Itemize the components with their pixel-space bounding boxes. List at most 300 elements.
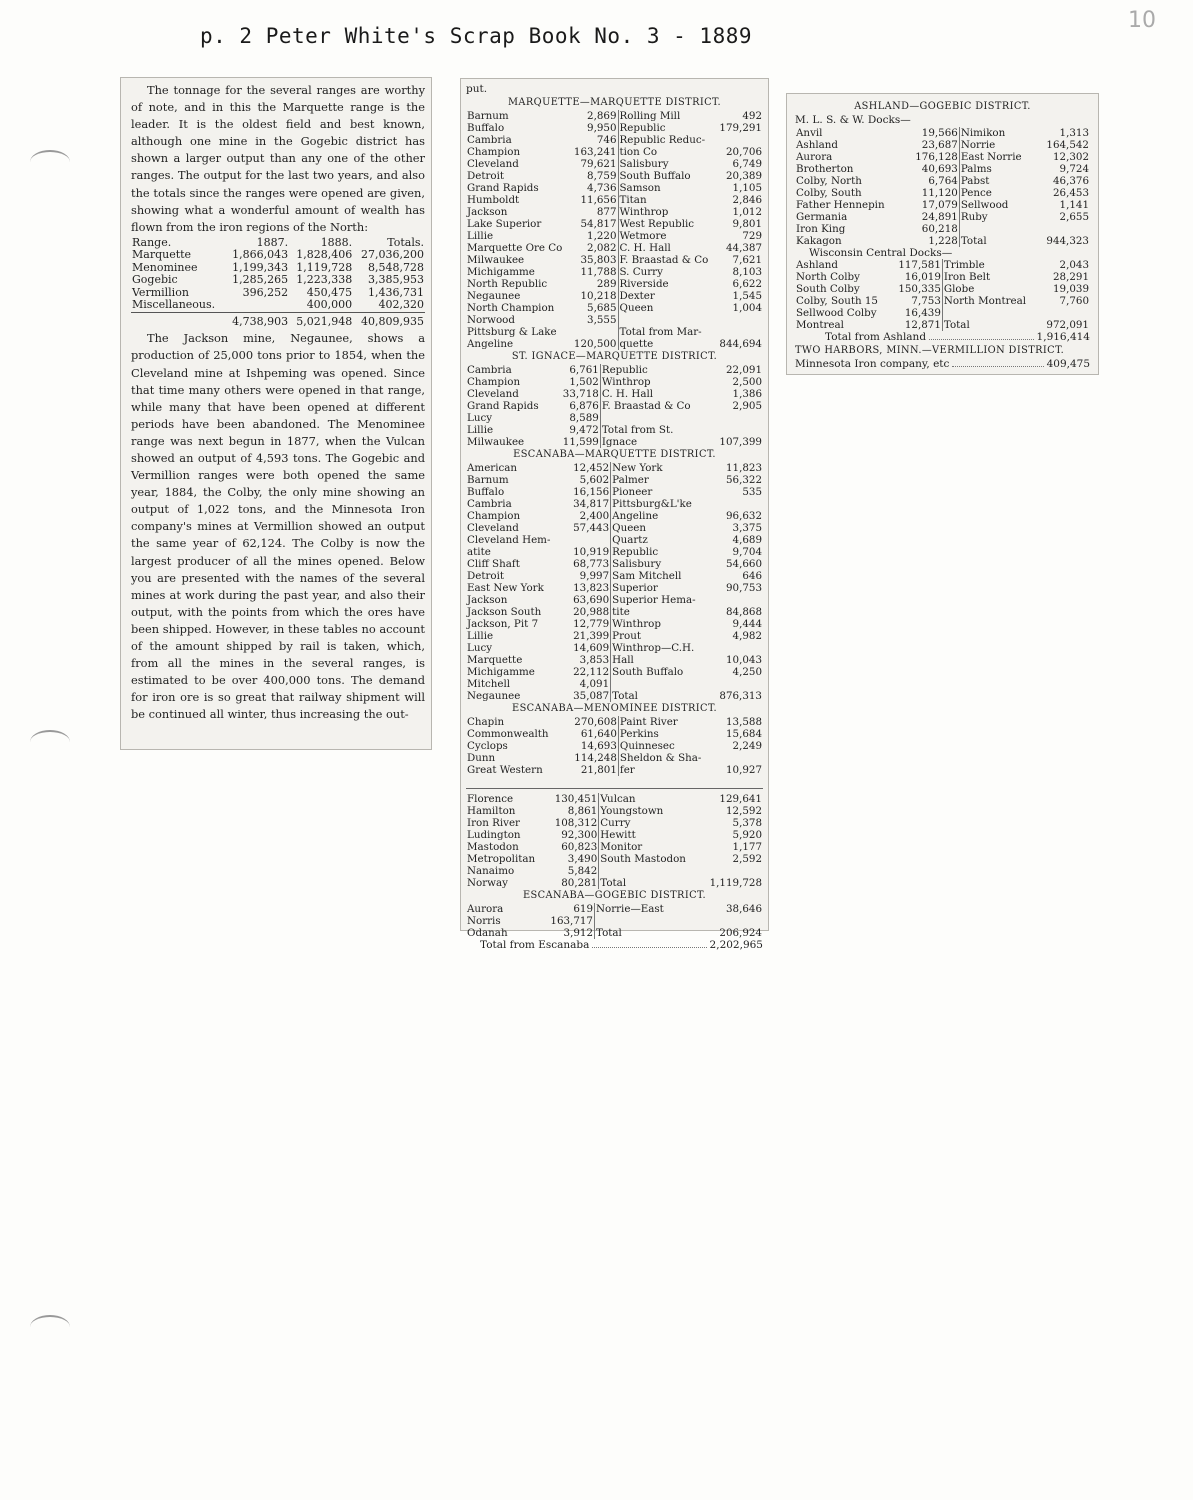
district-heading: ESCANABA—MENOMINEE DISTRICT. <box>512 702 717 714</box>
mine-name-cell: C. H. Hall <box>601 387 654 400</box>
mine-tonnage-cell: 5,920 <box>732 828 762 841</box>
docks-label: Wisconsin Central Docks— <box>809 246 953 259</box>
mine-name-cell: Cambria <box>467 133 512 146</box>
mine-row <box>795 223 1090 235</box>
range-value-cell: 1,866,043 <box>232 248 289 262</box>
mine-name-cell: Pabst <box>960 174 990 187</box>
mine-tonnage-cell: 84,868 <box>725 605 762 618</box>
mine-tonnage-cell: 844,694 <box>719 337 762 350</box>
mine-name-cell: Queen <box>619 301 654 314</box>
mine-table <box>466 903 763 939</box>
mine-name-cell: Grand Rapids <box>467 181 539 194</box>
mine-tonnage-cell: 9,997 <box>566 570 611 582</box>
mine-tonnage-cell: 63,690 <box>566 594 611 606</box>
mine-name-cell: Superior Hema- <box>612 593 696 606</box>
mine-tonnage-cell: 8,861 <box>547 805 599 817</box>
mine-row <box>466 522 763 534</box>
range-value-cell: 396,252 <box>242 285 289 299</box>
mine-name-cell: Total <box>600 876 627 889</box>
range-value-cell: 40,809,935 <box>353 312 425 328</box>
mine-table <box>795 127 1090 247</box>
mine-tonnage-cell: 270,608 <box>565 716 618 728</box>
mine-tonnage-cell: 646 <box>742 569 762 582</box>
mine-name-cell: Aurora <box>467 902 504 915</box>
mine-tonnage-cell <box>711 642 763 654</box>
mine-name-cell <box>611 678 711 690</box>
mine-tonnage-cell: 96,632 <box>725 509 762 522</box>
mine-name-cell: Winthrop <box>619 205 669 218</box>
clipping-shipments <box>460 78 769 951</box>
mine-name-cell: Lillie <box>467 423 494 436</box>
mine-row <box>795 283 1090 295</box>
mine-name-cell: atite <box>467 545 491 558</box>
mine-name-cell: Cleveland <box>467 387 519 400</box>
range-name-cell: Marquette <box>132 248 192 262</box>
mine-name-cell: Palmer <box>612 473 649 486</box>
mine-tonnage-cell: 1,004 <box>732 301 762 314</box>
mine-tonnage-cell: 92,300 <box>547 829 599 841</box>
mine-row <box>466 805 763 817</box>
mine-tonnage-cell: 729 <box>742 229 762 242</box>
mine-row <box>466 817 763 829</box>
mine-row <box>466 424 763 436</box>
mine-tonnage-cell: 7,760 <box>1059 295 1089 307</box>
mine-name-cell: Total <box>596 926 622 939</box>
mine-row <box>466 206 763 218</box>
mine-name-cell: Colby, South <box>796 186 862 199</box>
mine-tonnage-cell: 5,378 <box>732 816 762 829</box>
ashland-total <box>795 331 1090 344</box>
mine-name-cell: North Republic <box>467 277 548 290</box>
clipping-ashland <box>786 93 1099 375</box>
range-value-cell: 1,285,265 <box>232 273 289 287</box>
mine-name-cell: Jackson, Pit 7 <box>467 617 539 630</box>
mine-tonnage-cell: 68,773 <box>566 558 611 570</box>
ashland-total-value: 1,916,414 <box>1036 331 1090 343</box>
mine-tonnage-cell: 4,736 <box>570 182 618 194</box>
mine-tonnage-cell: 54,660 <box>725 557 762 570</box>
mine-tonnage-cell: 61,640 <box>565 728 618 740</box>
mine-name-cell: Cambria <box>467 363 512 376</box>
mine-name-cell: Milwaukee <box>467 435 525 448</box>
range-value-cell <box>225 299 289 312</box>
mine-tonnage-cell: 35,803 <box>570 254 618 266</box>
range-value-cell: 1,436,731 <box>368 285 424 299</box>
mine-table <box>795 259 1090 331</box>
mine-tonnage-cell: 9,444 <box>732 617 762 630</box>
mine-name-cell: Angeline <box>612 509 659 522</box>
minnesota-value: 409,475 <box>1046 358 1090 370</box>
mine-row <box>466 546 763 558</box>
mine-name-cell: Norwood <box>467 313 515 326</box>
mine-name-cell: Hall <box>612 653 634 666</box>
ashland-total-label: Total from Ashland <box>825 331 927 343</box>
mine-name-cell: Cliff Shaft <box>467 557 520 570</box>
mine-tonnage-cell: 2,400 <box>566 510 611 522</box>
mine-tonnage-cell: 24,891 <box>905 211 960 223</box>
mine-row <box>466 400 763 412</box>
mine-tonnage-cell: 6,761 <box>554 364 600 376</box>
mine-tonnage-cell: 944,323 <box>1046 234 1089 247</box>
mine-name-cell: Mitchell <box>467 677 511 690</box>
mine-tonnage-cell <box>715 314 763 326</box>
mine-name-cell: Sellwood <box>960 198 1009 211</box>
mine-name-cell: West Republic <box>619 217 695 230</box>
mine-tonnage-cell: 20,988 <box>566 606 611 618</box>
mine-tonnage-cell: 54,817 <box>570 218 618 230</box>
mine-tonnage-cell: 6,876 <box>554 400 600 412</box>
mine-tonnage-cell: 33,718 <box>554 388 600 400</box>
mine-row <box>795 211 1090 223</box>
mine-row <box>466 302 763 314</box>
mine-name-cell: Lillie <box>467 229 494 242</box>
mine-tonnage-cell: 16,439 <box>891 307 942 319</box>
mine-name-cell: Youngstown <box>600 804 664 817</box>
range-total-row <box>131 312 425 328</box>
mine-name-cell: South Buffalo <box>619 169 691 182</box>
mine-name-cell: Mastodon <box>467 840 519 853</box>
mine-tonnage-cell: 4,982 <box>732 629 762 642</box>
district-heading: TWO HARBORS, MINN.—VERMILLION DISTRICT. <box>795 345 1065 356</box>
mine-tonnage-cell: 16,156 <box>566 486 611 498</box>
mine-tonnage-cell: 44,387 <box>725 241 762 254</box>
mine-tonnage-cell: 6,749 <box>732 157 762 170</box>
mine-tonnage-cell: 9,724 <box>1059 162 1089 175</box>
mine-name-cell: Quinnesec <box>619 739 675 752</box>
district-heading: ESCANABA—GOGEBIC DISTRICT. <box>523 889 706 901</box>
mine-tonnage-cell <box>711 678 763 690</box>
mine-name-cell <box>595 915 698 927</box>
range-name-cell <box>131 312 225 328</box>
mine-tonnage-cell: 6,622 <box>732 277 762 290</box>
mine-tonnage-cell: 13,588 <box>725 715 762 728</box>
mine-tonnage-cell: 79,621 <box>570 158 618 170</box>
mine-name-cell: Total <box>943 319 970 331</box>
mine-tonnage-cell: 163,717 <box>528 915 594 927</box>
mine-row <box>466 290 763 302</box>
mine-name-cell: Titan <box>619 193 647 206</box>
mine-name-cell: Nanaimo <box>467 864 515 877</box>
mine-name-cell: Sellwood Colby <box>796 307 877 319</box>
mine-row <box>466 740 763 752</box>
mine-name-cell: Ludington <box>467 828 521 841</box>
mine-name-cell: South Buffalo <box>612 665 684 678</box>
mine-row <box>466 498 763 510</box>
mine-name-cell: Colby, South 15 <box>796 295 878 307</box>
mine-tonnage-cell: 2,869 <box>570 110 618 122</box>
mine-tonnage-cell: 1,502 <box>554 376 600 388</box>
mine-tonnage-cell: 21,399 <box>566 630 611 642</box>
mine-tonnage-cell: 4,091 <box>566 678 611 690</box>
mine-name-cell: North Montreal <box>943 295 1027 307</box>
mine-row <box>795 259 1090 271</box>
mine-tonnage-cell: 4,689 <box>732 533 762 546</box>
mine-tonnage-cell: 5,602 <box>566 474 611 486</box>
mine-tonnage-cell: 22,112 <box>566 666 611 678</box>
mine-name-cell: Total <box>960 234 987 247</box>
mine-tonnage-cell: 164,542 <box>1046 138 1089 151</box>
district-heading: ESCANABA—MARQUETTE DISTRICT. <box>513 448 716 460</box>
mine-row <box>466 618 763 630</box>
mine-name-cell: Buffalo <box>467 121 505 134</box>
mine-name-cell: S. Curry <box>619 265 663 278</box>
mine-row <box>466 158 763 170</box>
mine-tonnage-cell: 877 <box>570 206 618 218</box>
mine-row <box>466 865 763 877</box>
mine-name-cell: Kakagon <box>796 234 842 247</box>
range-value-cell: 1,828,406 <box>296 248 353 262</box>
mine-tonnage-cell: 56,322 <box>725 473 762 486</box>
mine-tonnage-cell: 19,039 <box>1052 283 1089 295</box>
mine-row <box>466 122 763 134</box>
mine-tonnage-cell: 1,177 <box>732 840 762 853</box>
mine-tonnage-cell: 2,905 <box>732 399 762 412</box>
mine-name-cell: Buffalo <box>467 485 505 498</box>
mine-name-cell: Commonwealth <box>467 727 549 740</box>
mine-name-cell: Humboldt <box>467 193 520 206</box>
mine-name-cell: Pittsburg & Lake <box>467 325 557 338</box>
mine-tonnage-cell: 19,566 <box>905 127 960 139</box>
mine-name-cell: East New York <box>467 581 544 594</box>
mine-row <box>466 194 763 206</box>
mine-tonnage-cell: 21,801 <box>565 764 618 776</box>
mine-name-cell: Hewitt <box>600 828 636 841</box>
mine-tonnage-cell <box>570 326 618 338</box>
mine-tonnage-cell <box>715 134 763 146</box>
mine-tonnage-cell: 14,609 <box>566 642 611 654</box>
mine-tonnage-cell: 90,753 <box>725 581 762 594</box>
mine-table <box>466 462 763 702</box>
mine-name-cell: Republic <box>612 545 659 558</box>
mine-name-cell: Prout <box>612 629 641 642</box>
range-value-cell: 3,385,953 <box>368 273 424 287</box>
district-heading: ASHLAND—GOGEBIC DISTRICT. <box>854 101 1031 112</box>
mine-tonnage-cell: 1,119,728 <box>709 876 762 889</box>
mine-name-cell: quette <box>619 337 654 350</box>
mine-tonnage-cell: 5,842 <box>547 865 599 877</box>
mine-name-cell: New York <box>612 461 663 474</box>
mine-row <box>795 151 1090 163</box>
mine-row <box>466 829 763 841</box>
mine-name-cell: Lake Superior <box>467 217 542 230</box>
mine-tonnage-cell: 9,950 <box>570 122 618 134</box>
mine-tonnage-cell: 11,120 <box>905 187 960 199</box>
mine-name-cell: Colby, North <box>796 174 862 187</box>
mine-tonnage-cell: 10,927 <box>725 763 762 776</box>
mine-tonnage-cell: 57,443 <box>566 522 611 534</box>
range-value-cell: 4,738,903 <box>225 312 289 328</box>
mine-name-cell: Wetmore <box>619 229 667 242</box>
mine-row <box>466 716 763 728</box>
docks-label: M. L. S. & W. Docks— <box>795 114 911 126</box>
mine-tonnage-cell: 129,641 <box>719 792 762 805</box>
mine-name-cell: Iron King <box>796 222 846 235</box>
mine-name-cell: tite <box>612 605 630 618</box>
mine-tonnage-cell: 11,788 <box>570 266 618 278</box>
mine-name-cell <box>959 223 1036 235</box>
mine-tonnage-cell: 2,249 <box>732 739 762 752</box>
mine-tonnage-cell: 34,817 <box>566 498 611 510</box>
mine-tonnage-cell <box>1039 307 1090 319</box>
range-value-cell: 450,475 <box>306 285 353 299</box>
mine-tonnage-cell: 11,823 <box>725 461 762 474</box>
mine-tonnage-cell: 12,871 <box>891 319 942 331</box>
mine-name-cell: Republic <box>601 363 648 376</box>
mine-name-cell: Salisbury <box>612 557 662 570</box>
mine-name-cell: Cleveland <box>467 157 519 170</box>
mine-tonnage-cell: 2,043 <box>1059 259 1089 271</box>
mine-tonnage-cell: 11,599 <box>554 436 600 448</box>
mine-name-cell: fer <box>619 763 635 776</box>
mine-name-cell: South Colby <box>796 283 860 295</box>
mine-name-cell: South Mastodon <box>600 852 686 865</box>
mine-row <box>795 271 1090 283</box>
punch-hole-mark <box>30 1315 70 1339</box>
mine-name-cell: Detroit <box>467 569 505 582</box>
mine-tonnage-cell: 9,472 <box>554 424 600 436</box>
mine-row <box>466 915 763 927</box>
mine-name-cell: Anvil <box>796 126 823 139</box>
mine-tonnage-cell: 1,313 <box>1059 126 1089 139</box>
mine-tonnage-cell: 10,919 <box>566 546 611 558</box>
range-name-cell: Vermillion <box>132 285 189 299</box>
mine-tonnage-cell: 7,753 <box>891 295 942 307</box>
range-name-cell: Menominee <box>132 260 198 274</box>
page-number: 10 <box>1128 8 1156 33</box>
mine-name-cell: Total <box>612 689 638 702</box>
mine-name-cell: Iron River <box>467 816 520 829</box>
mine-tonnage-cell: 35,087 <box>566 690 611 702</box>
mine-row <box>795 199 1090 211</box>
mine-tonnage-cell: 1,545 <box>732 289 762 302</box>
punch-hole-mark <box>30 150 70 174</box>
range-name-cell: Miscellaneous. <box>132 298 216 312</box>
mine-row <box>466 752 763 764</box>
mine-row <box>466 510 763 522</box>
mine-table <box>466 364 763 448</box>
mine-row <box>466 690 763 702</box>
mine-row <box>466 230 763 242</box>
mine-name-cell: Republic <box>619 121 666 134</box>
mine-name-cell: Lucy <box>467 641 493 654</box>
mine-row <box>466 728 763 740</box>
mine-name-cell: Marquette Ore Co <box>467 241 563 254</box>
mine-tonnage-cell: 1,228 <box>905 235 960 247</box>
clipping-article <box>120 77 432 750</box>
mine-name-cell: Hamilton <box>467 804 516 817</box>
mine-name-cell: Champion <box>467 509 521 522</box>
mine-name-cell: Cyclops <box>467 739 508 752</box>
mine-row <box>466 388 763 400</box>
mine-row <box>466 218 763 230</box>
mine-name-cell: Ruby <box>960 210 988 223</box>
mine-name-cell <box>600 412 709 424</box>
mine-name-cell: Negaunee <box>467 289 521 302</box>
mine-name-cell: Sheldon & Sha- <box>619 751 702 764</box>
mine-row <box>466 436 763 448</box>
mine-name-cell: Barnum <box>467 473 509 486</box>
mine-name-cell: Riverside <box>619 277 669 290</box>
mine-name-cell: Lucy <box>467 411 493 424</box>
mine-tonnage-cell: 492 <box>742 109 762 122</box>
mine-name-cell: Ashland <box>796 138 839 151</box>
mine-name-cell: Florence <box>467 792 514 805</box>
mine-tonnage-cell: 289 <box>570 278 618 290</box>
mine-tonnage-cell: 22,091 <box>725 363 762 376</box>
mine-name-cell: Jackson South <box>467 605 542 618</box>
mine-name-cell: Samson <box>619 181 661 194</box>
mine-name-cell: Salisbury <box>619 157 669 170</box>
mine-row <box>466 462 763 474</box>
mine-row <box>466 376 763 388</box>
mine-row <box>466 110 763 122</box>
mine-tonnage-cell: 12,452 <box>566 462 611 474</box>
article-paragraph-2: The Jackson mine, Negaunee, shows a production of 25,000 tons prior to 1854, when the Cleveland mine at Ishpeming was opened. Since that time many others were opened in that range, while many that have been opened at different periods have been abandoned. The Menominee range was next begun in 1877, when the Vulcan showed an output of 4,593 tons. The Gogebic and Vermillion ranges were both opened the same year, 1884, the Colby, the only mine showing an output of 1,022 tons, and the Minnesota Iron company's mines at Vermillion showed an output the same year of 62,124. The Colby is now the largest producer of all the mines opened. Below you are presented with the names of the several mines at work during the past year, and also their output, with the points from which the ores have been shipped. However, in these tables no account of the amount shipped by rail is taken, which, from all the mines in the several ranges, is estimated to be over 400,000 tons. The demand for iron ore is so great that railway shipment will be continued all winter, thus increasing the out- <box>131 331 425 722</box>
mine-name-cell: Milwaukee <box>467 253 525 266</box>
mine-row <box>466 314 763 326</box>
mine-name-cell: Norrie—East <box>596 902 664 915</box>
mine-name-cell: Jackson <box>467 593 508 606</box>
mine-name-cell: Norris <box>467 914 501 927</box>
mine-tonnage-cell: 2,592 <box>732 852 762 865</box>
mine-tonnage-cell <box>1036 223 1090 235</box>
mine-name-cell: Dunn <box>467 751 496 764</box>
mine-name-cell: Palms <box>960 162 992 175</box>
minnesota-label: Minnesota Iron company, etc <box>795 358 950 370</box>
mine-row <box>795 307 1090 319</box>
mine-tonnage-cell: 4,250 <box>732 665 762 678</box>
mine-tonnage-cell: 5,685 <box>570 302 618 314</box>
mine-tonnage-cell: 3,912 <box>528 927 594 939</box>
mine-name-cell <box>942 307 1039 319</box>
mine-tonnage-cell: 14,693 <box>565 740 618 752</box>
mine-row <box>466 630 763 642</box>
mine-row <box>466 170 763 182</box>
mine-name-cell: Trimble <box>943 259 985 271</box>
mine-tonnage-cell <box>710 412 763 424</box>
mine-row <box>795 187 1090 199</box>
mine-row <box>795 127 1090 139</box>
mine-tonnage-cell: 11,656 <box>570 194 618 206</box>
mine-tonnage-cell: 80,281 <box>547 877 599 889</box>
mine-name-cell: Paint River <box>619 715 678 728</box>
mine-name-cell: North Colby <box>796 271 860 283</box>
mine-tonnage-cell: 108,312 <box>547 817 599 829</box>
mine-row <box>466 326 763 338</box>
range-value-cell: 1,223,338 <box>296 273 353 287</box>
page-header: p. 2 Peter White's Scrap Book No. 3 - 1889 <box>200 24 753 48</box>
divider <box>466 788 763 789</box>
mine-tonnage-cell: 2,082 <box>570 242 618 254</box>
mine-tonnage-cell: 9,801 <box>732 217 762 230</box>
mine-name-cell: Pence <box>960 186 992 199</box>
mine-tonnage-cell: 26,453 <box>1052 186 1089 199</box>
mine-name-cell <box>618 314 715 326</box>
mine-name-cell: Aurora <box>796 150 833 163</box>
mine-row <box>466 338 763 350</box>
minnesota-line <box>795 358 1090 371</box>
escanaba-total <box>466 939 763 952</box>
range-value-cell: 27,036,200 <box>361 248 424 262</box>
mine-row <box>466 666 763 678</box>
mine-name-cell: Odanah <box>467 926 508 939</box>
mine-name-cell: American <box>467 461 518 474</box>
mine-name-cell: Norway <box>467 876 508 889</box>
mine-tonnage-cell <box>718 752 763 764</box>
mine-name-cell: Pittsburg&L'ke <box>612 497 692 510</box>
mine-name-cell: Cambria <box>467 497 512 510</box>
mine-row <box>466 534 763 546</box>
